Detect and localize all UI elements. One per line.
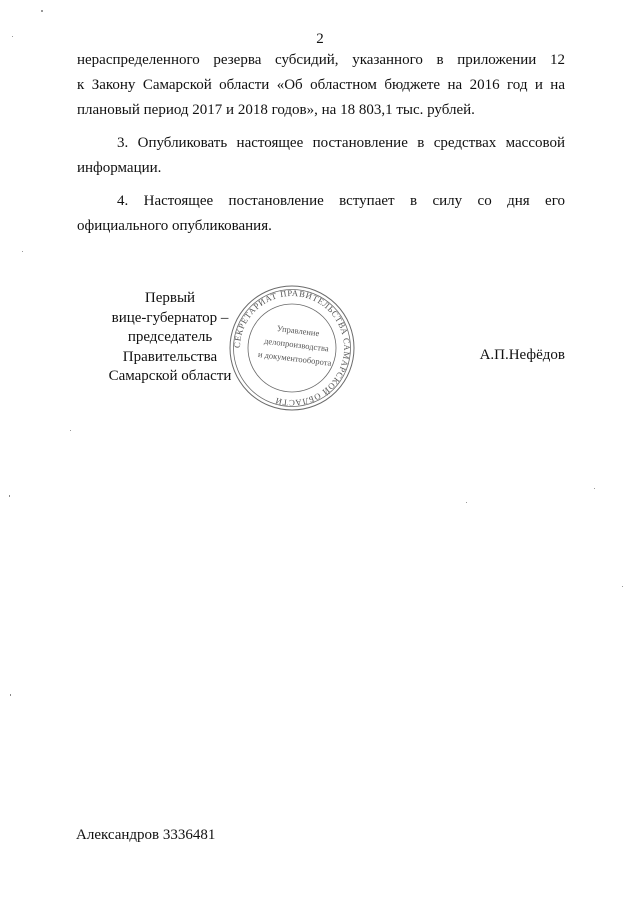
scan-speck: [22, 251, 23, 252]
scan-speck: [622, 586, 623, 587]
signatory-title-line: Первый: [144, 290, 196, 306]
official-stamp: [227, 283, 357, 413]
scan-speck: [594, 488, 595, 489]
signatory-title-line: Самарской области: [108, 368, 232, 384]
stamp-line: Управление: [276, 323, 320, 339]
stamp-line: делопроизводства: [263, 335, 330, 354]
paragraph-line: к Закону Самарской области «Об областном бюджете на 2016 год и на: [77, 77, 565, 93]
signatory-title-line: вице-губернатор –: [111, 309, 229, 326]
paragraph-line: плановый период 2017 и 2018 годов», на 18 803,1 тыс. рублей.: [77, 102, 475, 118]
scan-speck: [466, 502, 467, 503]
paragraph-subsidy-reserve: [77, 48, 565, 123]
scan-speck: [10, 694, 11, 696]
page-number: 2: [316, 31, 324, 47]
paragraph-line: нераспределенного резерва субсидий, указанного в приложении 12: [77, 52, 565, 68]
scan-speck: [9, 495, 10, 497]
scan-speck: [12, 36, 13, 37]
stamp-line: и документооборота: [257, 348, 332, 368]
signatory-title-line: председатель Правительства: [122, 329, 218, 365]
scan-speck: [70, 430, 71, 431]
scan-speck: [41, 10, 43, 12]
paragraph-publish: 3. Опубликовать настоящее постановление в средствах массовой информации.: [77, 135, 565, 176]
document-body: [77, 48, 565, 247]
stamp-ring-text: СЕКРЕТАРИАТ ПРАВИТЕЛЬСТВА САМАРСКОЙ ОБЛАСТИ: [231, 287, 353, 409]
signatory-name: А.П.Нефёдов: [479, 347, 565, 363]
paragraph-effective-date: 4. Настоящее постановление вступает в силу со дня его официального опубликования.: [77, 193, 565, 234]
document-author: Александров 3336481: [76, 827, 216, 843]
